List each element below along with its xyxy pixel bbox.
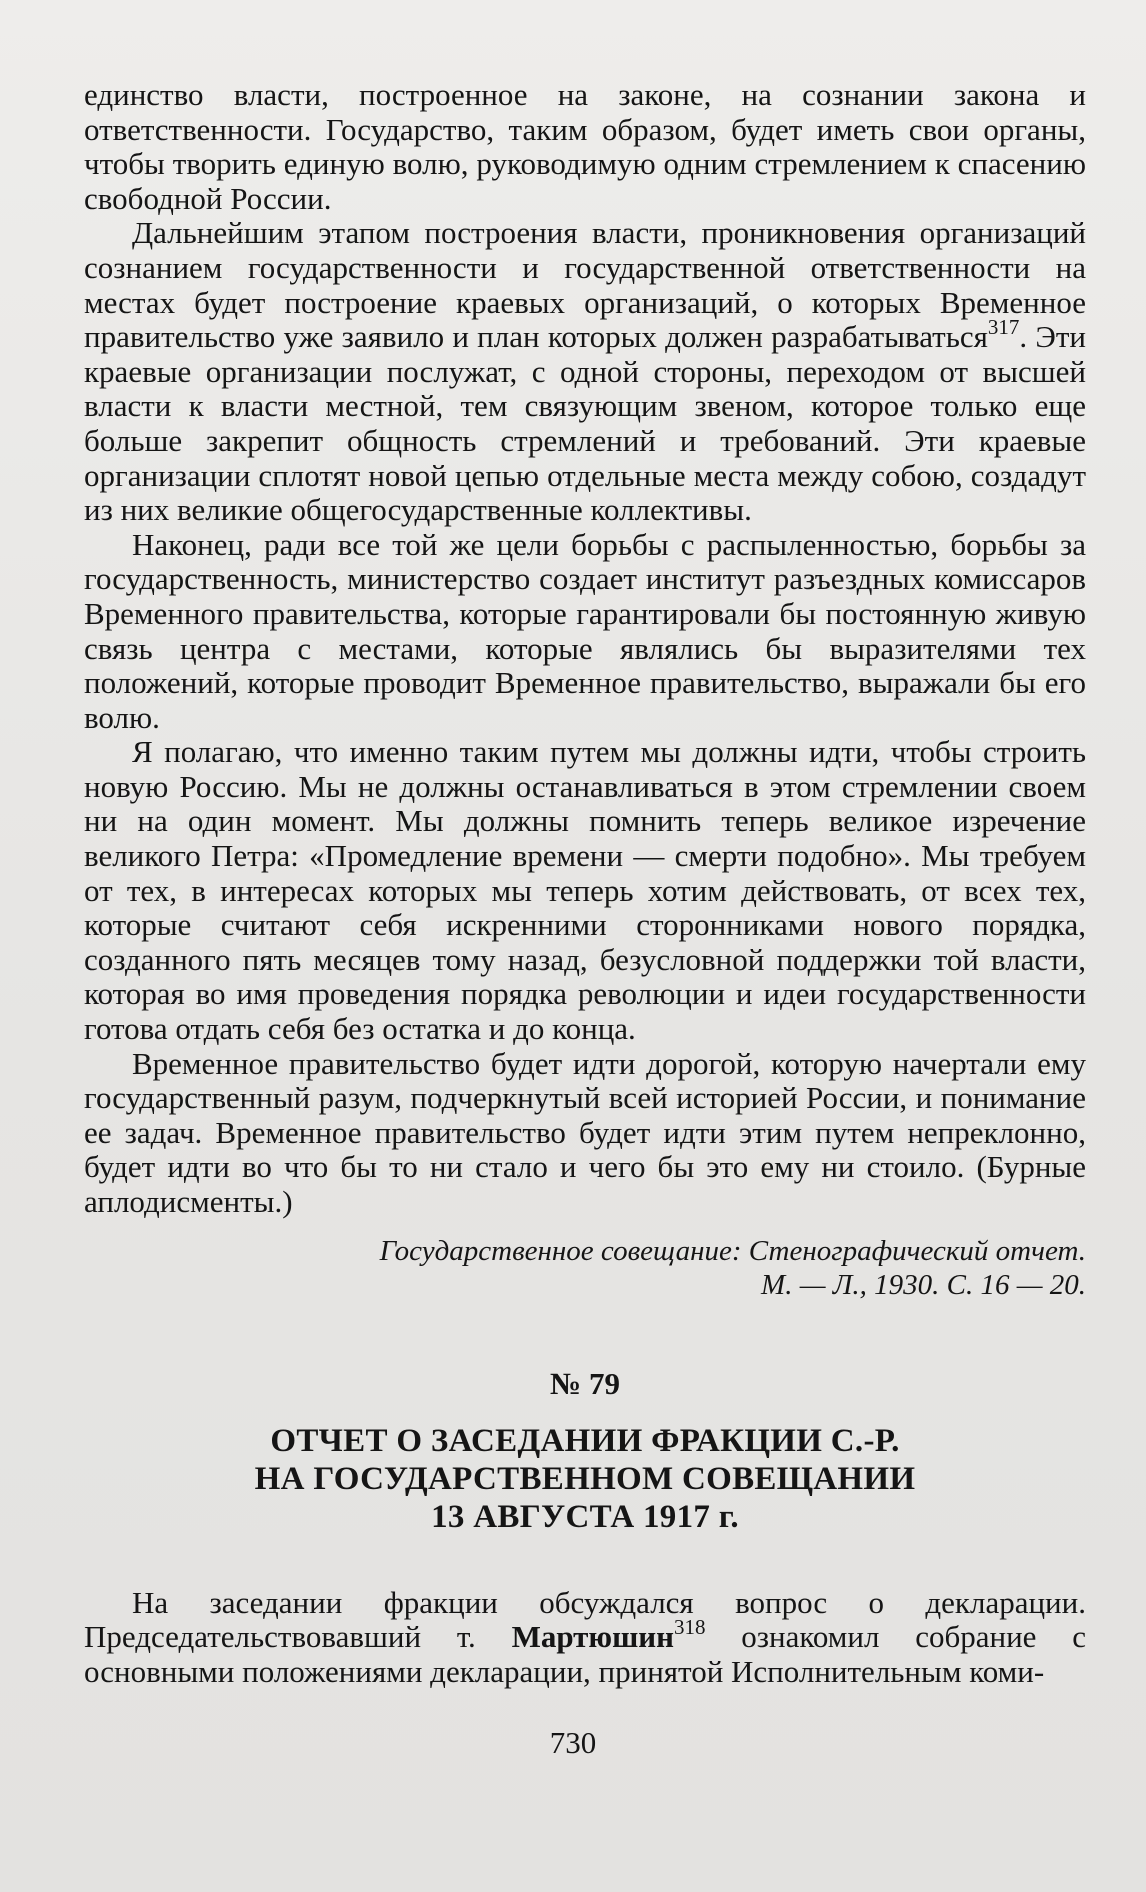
paragraph-6-text-b: ознакомил собрание с основными положениями декларации, принятой Исполнительным коми- (84, 1619, 1086, 1689)
footnote-ref-317: 317 (987, 315, 1020, 340)
document-number: № 79 (550, 1365, 620, 1401)
page-number: 730 (549, 1725, 597, 1760)
paragraph-6-text-a: На заседании фракции обсуждался вопрос о декларации. Председательствовавший т. (84, 1584, 1086, 1655)
paragraph-2-text-b: . Эти краевые организации послужат, с одной стороны, переходом от высшей власти к власти местной, тем связующим звеном, которое только еще больше закрепит общность стремлений и требований. Эти краевые организации сплотят новой цепью отдельные места между собою, создадут из них великие общегосударственные коллективы. (84, 319, 1086, 528)
paragraph-6 (84, 1586, 1086, 1690)
person-name: Мартюшин (511, 1619, 674, 1655)
document-title (84, 1422, 1086, 1536)
source-citation (84, 1234, 1086, 1302)
title-line-2: НА ГОСУДАРСТВЕННОМ СОВЕЩАНИИ (254, 1460, 916, 1497)
source-line-1: Государственное совещание: Стенографический отчет. (379, 1234, 1086, 1267)
paragraph-4: Я полагаю, что именно таким путем мы должны идти, чтобы строить новую Россию. Мы не должны останавливаться в этом стремлении своем ни на один момент. Мы должны помнить теперь великое изречение великого Петра: «Промедление времени — смерти подобно». Мы требуем от тех, в интересах которых мы теперь хотим действовать, от всех тех, которые считают себя искренними сторонниками нового порядка, созданного пять месяцев тому назад, безусловной поддержки той власти, которая во имя проведения порядка революции и идеи государственности готова отдать себя без остатка и до конца. (84, 734, 1086, 1047)
body-text (84, 78, 1086, 1220)
paragraph-1: единство власти, построенное на законе, на сознании закона и ответственности. Государство, таким образом, будет иметь свои органы, чтобы творить единую волю, руководимую одним стремлением к спасению свободной России. (84, 77, 1086, 216)
paragraph-2 (84, 216, 1086, 527)
title-line-1: ОТЧЕТ О ЗАСЕДАНИИ ФРАКЦИИ С.-Р. (270, 1422, 900, 1459)
document-body (84, 1586, 1086, 1690)
paragraph-3: Наконец, ради все той же цели борьбы с распыленностью, борьбы за государственность, министерство создает институт разъездных комиссаров Временного правительства, которые гарантировали бы постоянную живую связь центра с местами, которые являлись бы выразителями тех положений, которые проводит Временное правительство, выражали бы его волю. (84, 526, 1086, 735)
paragraph-2-text-a: Дальнейшим этапом построения власти, проникновения организаций сознанием государственности и государственной ответственности на местах будет построение краевых организаций, о которых Временное правительство уже заявило и план которых должен разрабатываться (84, 215, 1086, 355)
paragraph-5: Временное правительство будет идти дорогой, которую начертали ему государственный разум, подчеркнутый всей историей России, и понимание ее задач. Временное правительство будет идти этим путем непреклонно, будет идти во что бы то ни стало и чего бы это ему ни стоило. (Бурные аплодисменты.) (84, 1045, 1086, 1219)
title-line-3: 13 АВГУСТА 1917 г. (431, 1498, 739, 1535)
footnote-ref-318: 318 (673, 1615, 706, 1640)
source-line-2: М. — Л., 1930. С. 16 — 20. (761, 1268, 1086, 1301)
